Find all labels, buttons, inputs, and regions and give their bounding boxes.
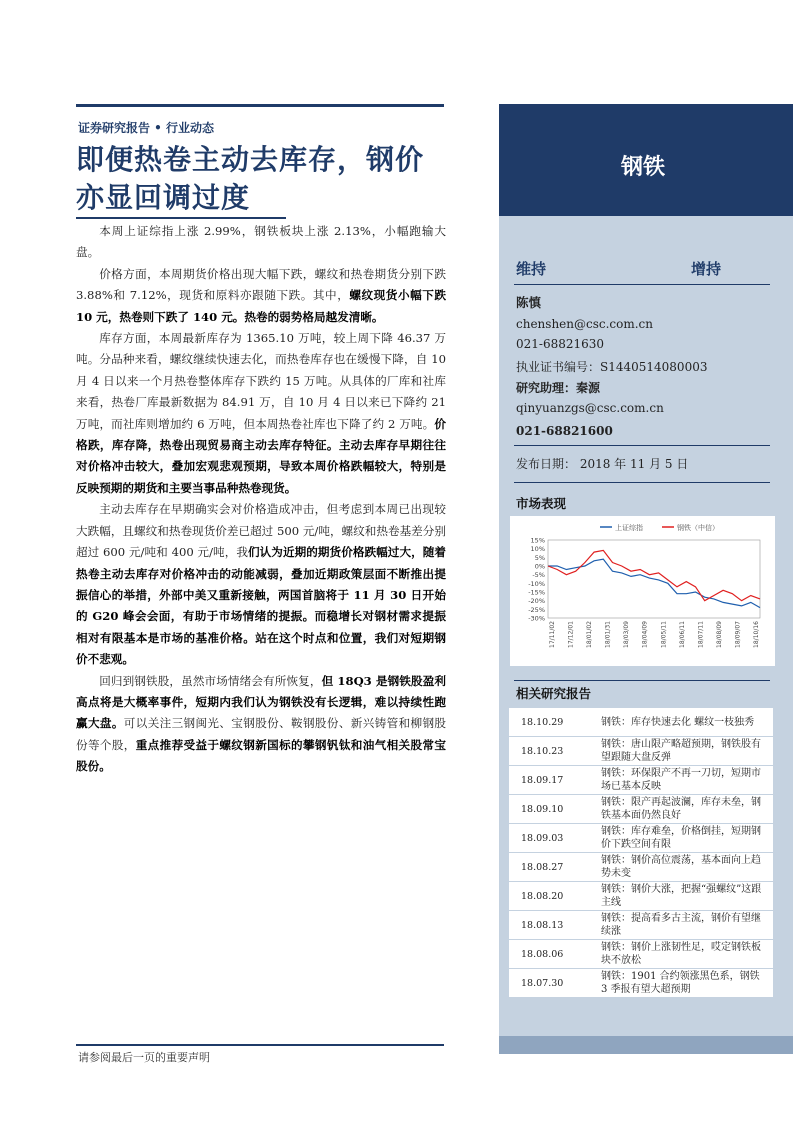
x-tick-label: 18/04/09 — [641, 621, 649, 648]
x-tick-label: 18/10/16 — [753, 621, 760, 648]
disclaimer: 请参阅最后一页的重要声明 — [78, 1051, 210, 1064]
report-title[interactable]: 钢铁：1901 合约领涨黑色系，钢铁 3 季报有望大超预期 — [601, 969, 773, 998]
report-type: 证券研究报告 • 行业动态 — [78, 121, 215, 135]
related-reports-table — [509, 708, 773, 998]
report-date: 18.09.03 — [509, 824, 601, 853]
report-title — [76, 141, 496, 219]
sector-label: 钢铁 — [621, 155, 666, 180]
report-row[interactable] — [509, 737, 773, 766]
paragraph-outlook: 主动去库存在早期确实会对价格造成冲击，但考虑到本周已出现较大跌幅，且螺纹和热卷现货价差已超过 500 元/吨，螺纹和热卷基差分别超过 600 元/吨和 400 元/吨，我们认为近期的期货价格跌幅过大，随着热卷主动去库存对价格冲击的动能减弱，叠加近期政策层面不断推出提振信心的举措，外部中美又重新接触，两国首脑将于 11 月 30 日开始的 G20 峰会会面，有助于市场情绪的提振。而稳增长对钢材需求提振相对有限基本是市场的基准价格。站在这个时点和位置，我们对短期钢价不悲观。 — [76, 502, 446, 667]
report-title[interactable]: 钢铁：库存快速去化 螺纹一枝独秀 — [601, 708, 773, 737]
report-date: 18.10.23 — [509, 737, 601, 766]
analyst-name: 陈慎 — [516, 295, 542, 310]
report-date: 18.09.17 — [509, 766, 601, 795]
sector-banner — [499, 104, 793, 216]
info-rule — [514, 445, 770, 446]
analyst-email[interactable]: chenshen@csc.com.cn — [516, 317, 653, 331]
x-tick-label: 18/09/07 — [734, 621, 742, 648]
y-tick-label: -5% — [532, 571, 545, 580]
report-row[interactable] — [509, 882, 773, 911]
report-title[interactable]: 钢铁：提高看多古主流，钢价有望继续涨 — [601, 911, 773, 940]
footer-rule — [76, 1044, 444, 1046]
report-row[interactable] — [509, 853, 773, 882]
x-tick-label: 18/03/09 — [623, 621, 631, 648]
rating-rule — [514, 284, 770, 285]
y-tick-label: -15% — [528, 588, 545, 597]
report-row[interactable] — [509, 911, 773, 940]
report-row[interactable] — [509, 766, 773, 795]
market-performance-title: 市场表现 — [516, 496, 567, 511]
x-tick-label: 18/08/09 — [715, 621, 723, 648]
series-line-0 — [548, 559, 760, 608]
x-tick-label: 18/06/11 — [678, 621, 686, 648]
rating — [516, 258, 770, 279]
report-date: 18.09.10 — [509, 795, 601, 824]
x-tick-label: 18/05/11 — [660, 621, 668, 648]
y-tick-label: 5% — [534, 553, 545, 562]
sidebar-footer-band — [499, 1036, 793, 1054]
report-date: 18.08.20 — [509, 882, 601, 911]
series-line-1 — [548, 550, 760, 600]
research-assistant: 研究助理：秦源 — [516, 381, 601, 395]
y-tick-label: -10% — [528, 579, 545, 588]
report-title[interactable]: 钢铁：钢价高位震荡，基本面向上趋势未变 — [601, 853, 773, 882]
rating-current: 增持 — [691, 260, 722, 278]
report-row[interactable] — [509, 824, 773, 853]
market-chart-svg — [510, 516, 775, 666]
legend-label: 上证综指 — [615, 524, 643, 532]
analyst-phone: 021-68821630 — [516, 337, 605, 351]
y-tick-label: 0% — [534, 562, 545, 571]
report-row[interactable] — [509, 940, 773, 969]
report-title[interactable]: 钢铁：唐山限产略超预期，钢铁股有望跟随大盘反弹 — [601, 737, 773, 766]
rating-prev: 维持 — [516, 260, 547, 278]
paragraph-summary: 本周上证综指上涨 2.99%，钢铁板块上涨 2.13%，小幅跑输大盘。 — [76, 224, 446, 260]
chart-rule — [514, 680, 770, 681]
report-date: 18.08.06 — [509, 940, 601, 969]
x-tick-label: 17/12/01 — [567, 621, 575, 648]
y-tick-label: 10% — [530, 545, 545, 554]
market-chart — [510, 516, 775, 666]
report-row[interactable] — [509, 708, 773, 737]
license-number: 执业证书编号：S1440514080003 — [516, 360, 708, 374]
y-tick-label: 15% — [530, 536, 545, 545]
legend-label: 钢铁（中信） — [677, 524, 719, 532]
report-title[interactable]: 钢铁：库存难垒，价格倒挂，短期钢价下跌空间有限 — [601, 824, 773, 853]
y-tick-label: -20% — [528, 597, 545, 606]
publish-date: 发布日期： 2018 年 11 月 5 日 — [516, 457, 689, 471]
report-title[interactable]: 钢铁：钢价大涨，把握“强螺纹”这跟主线 — [601, 882, 773, 911]
paragraph-price: 价格方面，本周期货价格出现大幅下跌，螺纹和热卷期货分别下跌 3.88%和 7.12%，现货和原料亦跟随下跌。其中，螺纹现货小幅下跌 10 元，热卷则下跌了 140 元。热卷的弱势格局越发清晰。 — [76, 266, 446, 324]
header-rule — [76, 104, 444, 107]
assistant-email[interactable]: qinyuanzgs@csc.com.cn — [516, 401, 664, 415]
paragraph-stocks: 回归到钢铁股，虽然市场情绪会有所恢复，但 18Q3 是钢铁股盈利高点将是大概率事件，短期内我们认为钢铁没有长逻辑，难以持续性跑赢大盘。可以关注三钢闽光、宝钢股份、鞍钢股份、新兴铸管和柳钢股份等个股，重点推荐受益于螺纹钢新国标的攀钢钒钛和油气相关股常宝股份。 — [76, 673, 446, 774]
report-title[interactable]: 钢铁：限产再起波澜，库存未垒，钢铁基本面仍然良好 — [601, 795, 773, 824]
related-reports-title: 相关研究报告 — [516, 686, 592, 701]
x-tick-label: 18/01/31 — [604, 621, 612, 648]
x-tick-label: 18/07/11 — [697, 621, 705, 648]
report-title[interactable]: 钢铁：环保限产不再一刀切，短期市场已基本反映 — [601, 766, 773, 795]
report-row[interactable] — [509, 795, 773, 824]
title-line-1: 即便热卷主动去库存，钢价 — [76, 143, 425, 176]
report-date: 18.07.30 — [509, 969, 601, 998]
y-tick-label: -30% — [528, 614, 545, 623]
paragraph-inventory: 库存方面，本周最新库存为 1365.10 万吨，较上周下降 46.37 万吨。分品种来看，螺纹继续快速去化，而热卷库存也在缓慢下降，自 10 月 4 日以来一个月热卷整体库存下跌约 15 万吨。从具体的厂库和社库来看，热卷厂库最新数据为 84.91 万，自 10 月 4 日以来已下降约 21 万吨，而社库则增加约 6 万吨，但本周热卷社库也下降了约 2 万吨。价格跌，库存降，热卷出现贸易商主动去库存特征。主动去库存早期往往对价格冲击较大，叠加宏观悲观预期，导致本周价格跌幅较大，特别是反映预期的期货和主要当事品种热卷现货。 — [76, 331, 446, 495]
assistant-phone: 021-68821600 — [516, 424, 613, 438]
date-rule — [514, 482, 770, 483]
x-tick-label: 17/11/02 — [549, 621, 556, 648]
report-date: 18.08.27 — [509, 853, 601, 882]
report-row[interactable] — [509, 969, 773, 998]
y-tick-label: -25% — [528, 605, 545, 614]
title-line-2: 亦显回调过度 — [76, 179, 286, 219]
report-date: 18.10.29 — [509, 708, 601, 737]
report-title[interactable]: 钢铁：钢价上涨韧性足，哎定钢铁板块不放松 — [601, 940, 773, 969]
report-date: 18.08.13 — [509, 911, 601, 940]
x-tick-label: 18/01/02 — [586, 621, 594, 648]
report-body — [76, 221, 446, 778]
